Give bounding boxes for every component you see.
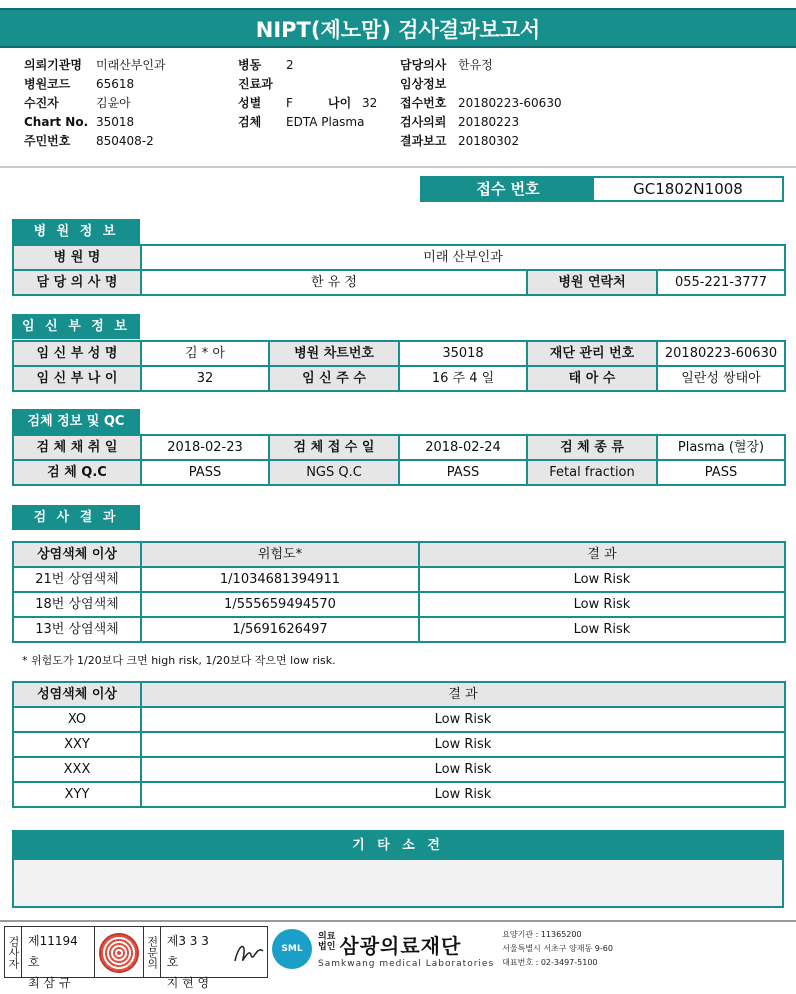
field-value: 850408-2 — [96, 134, 154, 148]
header-row — [238, 113, 398, 132]
specialist-name: 지 현 영 — [166, 976, 210, 990]
header-row — [24, 132, 234, 151]
table-row — [13, 567, 785, 592]
age-label: 나이 — [328, 96, 352, 110]
sex-chromosome-table — [12, 681, 786, 808]
table-row — [13, 757, 785, 782]
footer-divider — [0, 920, 796, 922]
specialist-cell — [161, 927, 229, 990]
specimen-table — [12, 434, 786, 486]
field-label: 결과보고 — [400, 134, 447, 148]
autosome-name: 21번 상염색체 — [13, 567, 141, 592]
table-row — [13, 617, 785, 642]
ngs-value: PASS — [399, 460, 527, 485]
field-value: F — [286, 96, 293, 110]
header-divider — [0, 166, 796, 168]
lab-address: 서울특별시 서초구 양재동 9-60 — [502, 944, 613, 953]
header-row — [238, 94, 398, 113]
sml-logo-icon: SML — [272, 929, 312, 969]
header-row — [24, 75, 234, 94]
header-col3 — [400, 56, 600, 151]
field-value: 20180302 — [458, 134, 520, 148]
col-header: 상염색체 이상 — [13, 542, 141, 567]
field-label: 접수번호 — [400, 96, 447, 110]
col-header: 성염색체 이상 — [13, 682, 141, 707]
ngs-label: NGS Q.C — [269, 460, 399, 485]
inspector-name: 최 삼 규 — [28, 976, 71, 990]
sex-result: Low Risk — [141, 782, 785, 807]
header-row — [400, 94, 600, 113]
field-value: 20180223-60630 — [458, 96, 562, 110]
collect-label: 검 체 채 취 일 — [13, 435, 141, 460]
receipt-number-box — [420, 176, 784, 202]
other-findings-box — [12, 830, 784, 908]
lab-contact — [502, 928, 613, 970]
other-findings-body — [14, 860, 782, 906]
autosome-risk: 1/555659494570 — [141, 592, 419, 617]
table-row — [13, 782, 785, 807]
header-col1 — [24, 56, 234, 151]
sex-name: XYY — [13, 782, 141, 807]
header-row — [24, 94, 234, 113]
signature-box — [4, 926, 268, 990]
header-row — [24, 113, 234, 132]
specialist-number: 제3 3 3 호 — [166, 934, 209, 969]
sex-result: Low Risk — [141, 757, 785, 782]
doctor-name: 한 유 정 — [141, 270, 527, 295]
patient-name: 김 * 아 — [141, 341, 269, 366]
risk-footnote: * 위험도가 1/20보다 크면 high risk, 1/20보다 작으면 low risk. — [22, 654, 336, 667]
inspector-cell — [22, 927, 95, 990]
sex-name: XXX — [13, 757, 141, 782]
table-header-row — [13, 542, 785, 567]
field-label: 담당의사 — [400, 58, 447, 72]
autosome-table — [12, 541, 786, 643]
other-findings-title: 기 타 소 견 — [14, 832, 782, 860]
field-label: 의뢰기관명 — [24, 58, 82, 72]
header-row — [238, 56, 398, 75]
contact-value: 055-221-3777 — [657, 270, 785, 295]
section-hospital: 병 원 정 보 — [12, 219, 140, 244]
receive-label: 검 체 접 수 일 — [269, 435, 399, 460]
field-value: 65618 — [96, 77, 135, 91]
age-value: 32 — [362, 96, 378, 110]
weeks-label: 임 신 주 수 — [269, 366, 399, 391]
lab-phone: 대표번호 : 02-3497-5100 — [502, 958, 598, 967]
sex-result: Low Risk — [141, 732, 785, 757]
autosome-risk: 1/5691626497 — [141, 617, 419, 642]
table-header-row — [13, 682, 785, 707]
table-row — [13, 707, 785, 732]
receipt-value: GC1802N1008 — [633, 180, 743, 198]
autosome-result: Low Risk — [419, 592, 785, 617]
field-value: 김윤아 — [96, 96, 131, 110]
field-label: 임상정보 — [400, 77, 447, 91]
section-patient: 임 신 부 정 보 — [12, 314, 140, 339]
table-row — [13, 245, 785, 270]
lab-name-english: Samkwang medical Laboratories — [318, 958, 495, 969]
field-label: 검사의뢰 — [400, 115, 447, 129]
lab-logo — [272, 928, 613, 970]
signature-icon — [229, 933, 267, 973]
field-label: 성별 — [238, 96, 262, 110]
table-row — [13, 435, 785, 460]
sex-name: XO — [13, 707, 141, 732]
lab-name-block — [318, 930, 494, 969]
col-header: 결 과 — [419, 542, 785, 567]
chart-label: 병원 차트번호 — [269, 341, 399, 366]
report-title: NIPT(제노맘) 검사결과보고서 — [0, 8, 796, 48]
chart-value: 35018 — [399, 341, 527, 366]
autosome-result: Low Risk — [419, 567, 785, 592]
fetus-value: 일란성 쌍태아 — [657, 366, 785, 391]
ff-label: Fetal fraction — [527, 460, 657, 485]
field-value: 미래산부인과 — [96, 58, 166, 72]
hospital-table — [12, 244, 786, 296]
receipt-label: 접수 번호 — [422, 178, 594, 200]
inspector-label: 검사자 — [5, 927, 22, 977]
hospital-name-label: 병 원 명 — [13, 245, 141, 270]
section-specimen: 검체 정보 및 QC — [12, 409, 140, 434]
receive-value: 2018-02-24 — [399, 435, 527, 460]
header-row — [400, 56, 600, 75]
section-results: 검 사 결 과 — [12, 505, 140, 530]
collect-value: 2018-02-23 — [141, 435, 269, 460]
sex-result: Low Risk — [141, 707, 785, 732]
seal-cell — [95, 927, 144, 977]
field-label: 진료과 — [238, 77, 273, 91]
sex-name: XXY — [13, 732, 141, 757]
inspector-number: 제11194호 — [28, 934, 78, 969]
age-value: 32 — [141, 366, 269, 391]
autosome-name: 18번 상염색체 — [13, 592, 141, 617]
field-value: EDTA Plasma — [286, 115, 365, 129]
field-value: 2 — [286, 58, 294, 72]
type-label: 검 체 종 류 — [527, 435, 657, 460]
qc-value: PASS — [141, 460, 269, 485]
ff-value: PASS — [657, 460, 785, 485]
contact-label: 병원 연락처 — [527, 270, 657, 295]
table-row — [13, 592, 785, 617]
mgmt-label: 재단 관리 번호 — [527, 341, 657, 366]
weeks-value: 16 주 4 일 — [399, 366, 527, 391]
header-row — [400, 132, 600, 151]
table-row — [13, 732, 785, 757]
table-row — [13, 270, 785, 295]
lab-legal-label: 의료 법인 — [318, 931, 336, 952]
field-label: Chart No. — [24, 115, 89, 129]
field-value: 35018 — [96, 115, 135, 129]
hospital-name: 미래 산부인과 — [141, 245, 785, 270]
field-label: 주민번호 — [24, 134, 71, 148]
field-label: 병동 — [238, 58, 262, 72]
age-label: 임 신 부 나 이 — [13, 366, 141, 391]
header-row — [400, 75, 600, 94]
field-value: 20180223 — [458, 115, 520, 129]
autosome-result: Low Risk — [419, 617, 785, 642]
lab-code: 요양기관 : 11365200 — [502, 930, 582, 939]
fetus-label: 태 아 수 — [527, 366, 657, 391]
col-header: 위험도* — [141, 542, 419, 567]
table-row — [13, 460, 785, 485]
field-label: 수진자 — [24, 96, 59, 110]
patient-name-label: 임 신 부 성 명 — [13, 341, 141, 366]
patient-table — [12, 340, 786, 392]
field-value: 한유정 — [458, 58, 493, 72]
specialist-label: 전문의 — [144, 927, 161, 977]
field-label: 병원코드 — [24, 77, 71, 91]
lab-name: 삼광의료재단 — [339, 933, 462, 958]
mgmt-value: 20180223-60630 — [657, 341, 785, 366]
autosome-name: 13번 상염색체 — [13, 617, 141, 642]
header-row — [238, 75, 398, 94]
table-row — [13, 341, 785, 366]
official-seal-icon — [99, 933, 139, 973]
autosome-risk: 1/1034681394911 — [141, 567, 419, 592]
table-row — [13, 366, 785, 391]
type-value: Plasma (혈장) — [657, 435, 785, 460]
header-row — [400, 113, 600, 132]
header-row — [24, 56, 234, 75]
header-col2 — [238, 56, 398, 132]
doctor-label: 담 당 의 사 명 — [13, 270, 141, 295]
col-header: 결 과 — [141, 682, 785, 707]
qc-label: 검 체 Q.C — [13, 460, 141, 485]
field-label: 검체 — [238, 115, 262, 129]
